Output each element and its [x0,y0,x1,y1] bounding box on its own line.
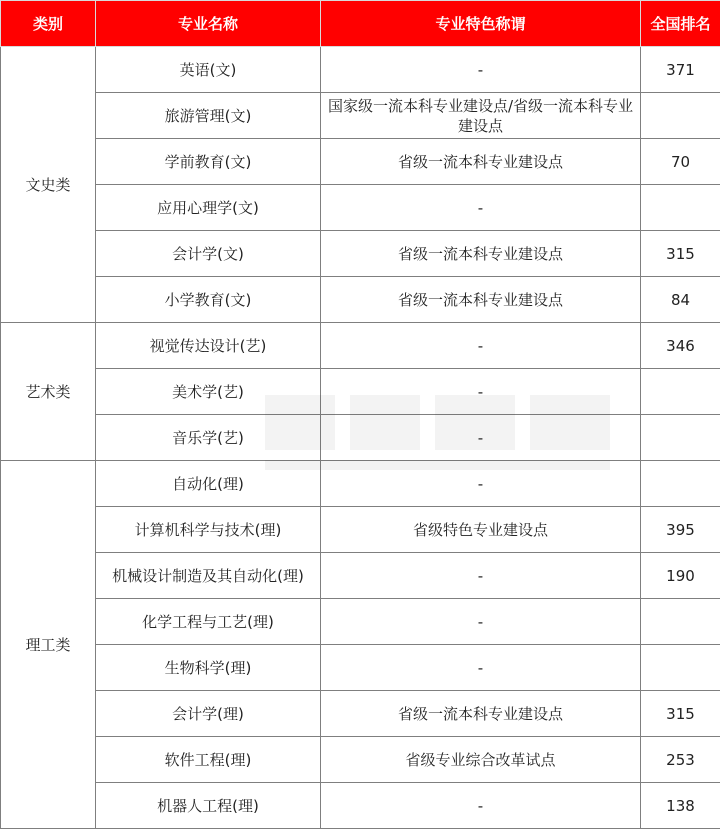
feature-cell: 省级一流本科专业建设点 [321,277,641,323]
table-row [1,185,720,231]
major-cell: 应用心理学(文) [96,185,321,231]
major-cell: 旅游管理(文) [96,93,321,139]
major-cell: 机械设计制造及其自动化(理) [96,553,321,599]
feature-cell: 省级特色专业建设点 [321,507,641,553]
major-cell: 会计学(文) [96,231,321,277]
table-row [1,553,720,599]
feature-cell: - [321,47,641,93]
major-cell: 机器人工程(理) [96,783,321,829]
rank-cell: 84 [641,277,720,323]
header-major: 专业名称 [96,1,321,47]
category-cell: 文史类 [1,47,96,323]
feature-cell: - [321,185,641,231]
rank-cell: 315 [641,691,720,737]
major-cell: 小学教育(文) [96,277,321,323]
table-body [1,47,720,829]
feature-cell: - [321,599,641,645]
rank-cell [641,461,720,507]
table-row [1,231,720,277]
category-cell: 艺术类 [1,323,96,461]
rank-cell: 190 [641,553,720,599]
table-row [1,461,720,507]
table-row [1,323,720,369]
category-cell: 理工类 [1,461,96,829]
table-row [1,691,720,737]
feature-cell: 省级一流本科专业建设点 [321,139,641,185]
table-row [1,415,720,461]
header-feature: 专业特色称谓 [321,1,641,47]
feature-cell: - [321,415,641,461]
rank-cell [641,645,720,691]
major-cell: 音乐学(艺) [96,415,321,461]
rank-cell: 371 [641,47,720,93]
major-cell: 美术学(艺) [96,369,321,415]
table-row [1,599,720,645]
major-cell: 英语(文) [96,47,321,93]
feature-cell: - [321,323,641,369]
major-cell: 自动化(理) [96,461,321,507]
table-row [1,47,720,93]
table-row [1,139,720,185]
rank-cell [641,185,720,231]
feature-cell: - [321,645,641,691]
major-cell: 视觉传达设计(艺) [96,323,321,369]
feature-cell: - [321,461,641,507]
major-cell: 化学工程与工艺(理) [96,599,321,645]
feature-cell: 省级一流本科专业建设点 [321,231,641,277]
rank-cell [641,599,720,645]
table-row [1,369,720,415]
rank-cell [641,369,720,415]
feature-cell: 省级专业综合改革试点 [321,737,641,783]
major-cell: 会计学(理) [96,691,321,737]
feature-cell: - [321,369,641,415]
feature-cell: 国家级一流本科专业建设点/省级一流本科专业建设点 [321,93,641,139]
feature-cell: - [321,553,641,599]
rank-cell: 138 [641,783,720,829]
major-cell: 软件工程(理) [96,737,321,783]
feature-cell: - [321,783,641,829]
table-row [1,737,720,783]
feature-cell: 省级一流本科专业建设点 [321,691,641,737]
rank-cell [641,415,720,461]
header-row [1,1,720,47]
header-category: 类别 [1,1,96,47]
major-cell: 计算机科学与技术(理) [96,507,321,553]
rank-cell: 315 [641,231,720,277]
major-cell: 生物科学(理) [96,645,321,691]
rank-cell: 70 [641,139,720,185]
header-rank: 全国排名 [641,1,720,47]
table-row [1,277,720,323]
table-row [1,93,720,139]
rank-cell: 395 [641,507,720,553]
table-row [1,783,720,829]
rank-cell: 253 [641,737,720,783]
rank-cell: 346 [641,323,720,369]
rank-cell [641,93,720,139]
major-cell: 学前教育(文) [96,139,321,185]
table-row [1,645,720,691]
table-row [1,507,720,553]
